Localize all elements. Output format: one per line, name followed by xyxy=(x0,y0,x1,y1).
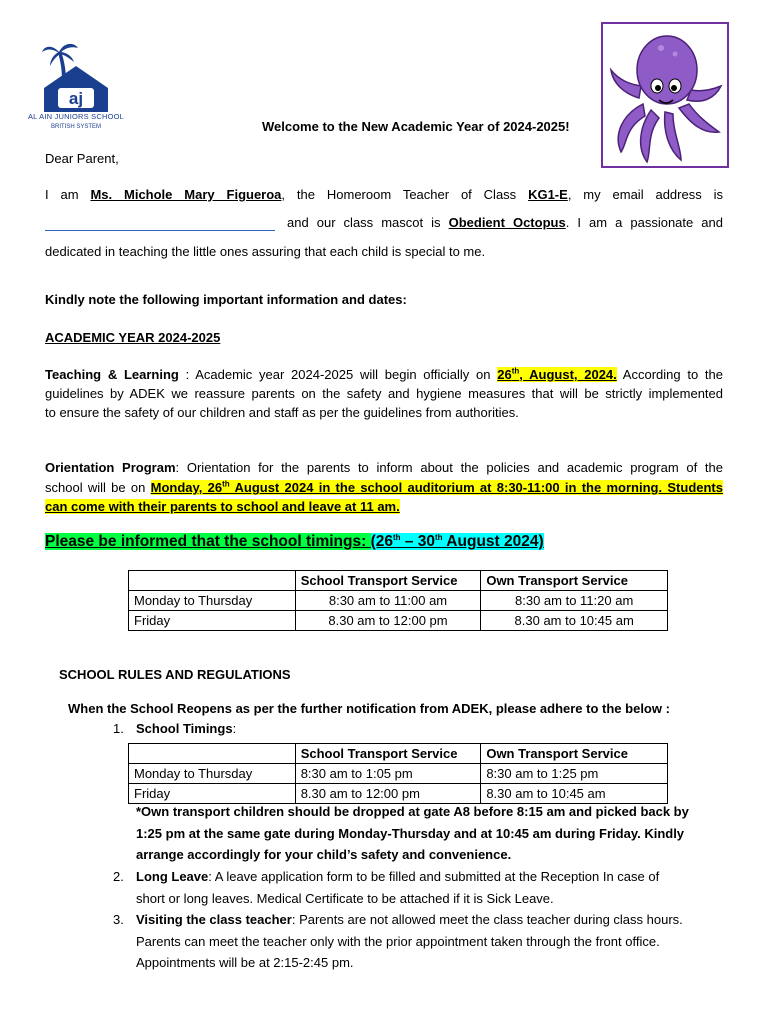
rule-3-number: 3. xyxy=(113,912,124,927)
octopus-icon xyxy=(603,24,727,166)
intro-line-3: dedicated in teaching the little ones assuring that each child is special to me. xyxy=(45,244,486,259)
timings-table-reopen xyxy=(128,743,668,804)
rule-2: Long Leave: A leave application form to be filled and submitted at the Reception In case of short or long leaves. Medical Certificate to be attached if it is Sick Leave. xyxy=(136,869,660,906)
academic-heading: ACADEMIC YEAR 2024-2025 xyxy=(45,330,221,345)
orientation-highlight: Monday, 26th August 2024 in the school auditorium at 8:30-11:00 in the morning. Students xyxy=(150,479,723,495)
table-header-row: School Transport Service Own Transport Service xyxy=(129,571,668,591)
teaching-line-1: Teaching & Learning : Academic year 2024-2025 will begin officially on 26th, August, 2024. According to the xyxy=(45,366,723,382)
welcome-title: Welcome to the New Academic Year of 2024-2025! xyxy=(262,119,570,134)
own-transport-note: *Own transport children should be dropped at gate A8 before 8:15 am and picked back by 1:25 pm at the same gate during Monday-Thursday and at 10:45 am during Friday. Kindly arrange accordingly for your child’s safety and convenience. xyxy=(136,804,689,862)
timings-table-orientation xyxy=(128,570,668,631)
table-header-row: School Transport Service Own Transport Service xyxy=(129,744,668,764)
logo-system: BRITISH SYSTEM xyxy=(50,124,101,130)
timings-banner: Please be informed that the school timings: (26th – 30th August 2024) xyxy=(45,532,544,550)
start-date: 26th, August, 2024. xyxy=(497,366,617,382)
orientation-line-3: can come with their parents to school and leave at 11 am. xyxy=(45,499,400,514)
orientation-line-2: school will be on Monday, 26th August 2024 in the school auditorium at 8:30-11:00 in the morning. Students xyxy=(45,479,723,495)
mascot-name: Obedient Octopus xyxy=(448,215,566,230)
timings-date-range: (26th – 30th August 2024) xyxy=(370,532,544,550)
teacher-name: Ms. Michole Mary Figueroa xyxy=(90,187,282,202)
teaching-line-3: to ensure the safety of our children and staff as per the guidelines from authorities. xyxy=(45,405,519,420)
logo-mark: aj xyxy=(68,89,84,108)
table-row: Friday 8.30 am to 12:00 pm 8.30 am to 10:45 am xyxy=(129,784,668,804)
intro-line-2: and our class mascot is Obedient Octopus. I am a passionate and xyxy=(287,215,723,230)
rule-2-number: 2. xyxy=(113,869,124,884)
mascot-frame xyxy=(601,22,729,168)
rule-1-number: 1. xyxy=(113,721,124,736)
email-link[interactable] xyxy=(45,230,275,231)
logo-school-name: AL AIN JUNIORS SCHOOL xyxy=(27,112,125,121)
table-row: Monday to Thursday 8:30 am to 1:05 pm 8:30 am to 1:25 pm xyxy=(129,764,668,784)
intro-line-1: I am Ms. Michole Mary Figueroa, the Homeroom Teacher of Class KG1-E, my email address is xyxy=(45,187,723,202)
greeting: Dear Parent, xyxy=(45,151,119,166)
rule-1: School Timings: xyxy=(136,721,237,736)
reopen-note: When the School Reopens as per the further notification from ADEK, please adhere to the below : xyxy=(68,701,670,716)
class-name: KG1-E xyxy=(528,187,568,202)
teaching-line-2: guidelines by ADEK we reassure parents on the safety and hygiene measures that will be strictly implemented xyxy=(45,386,723,401)
kindly-note: Kindly note the following important information and dates: xyxy=(45,292,407,307)
rule-3: Visiting the class teacher: Parents are not allowed meet the class teacher during class hours. Parents can meet the teacher only with the prior appointment taken through the front office. Appointments will be at 2:15-2:45 pm. xyxy=(136,912,683,970)
orientation-line-1: Orientation Program: Orientation for the parents to inform about the policies and academic program of the xyxy=(45,460,723,475)
rules-title: SCHOOL RULES AND REGULATIONS xyxy=(59,667,291,682)
table-row: Friday 8.30 am to 12:00 pm 8.30 am to 10:45 am xyxy=(129,611,668,631)
table-row: Monday to Thursday 8:30 am to 11:00 am 8:30 am to 11:20 am xyxy=(129,591,668,611)
